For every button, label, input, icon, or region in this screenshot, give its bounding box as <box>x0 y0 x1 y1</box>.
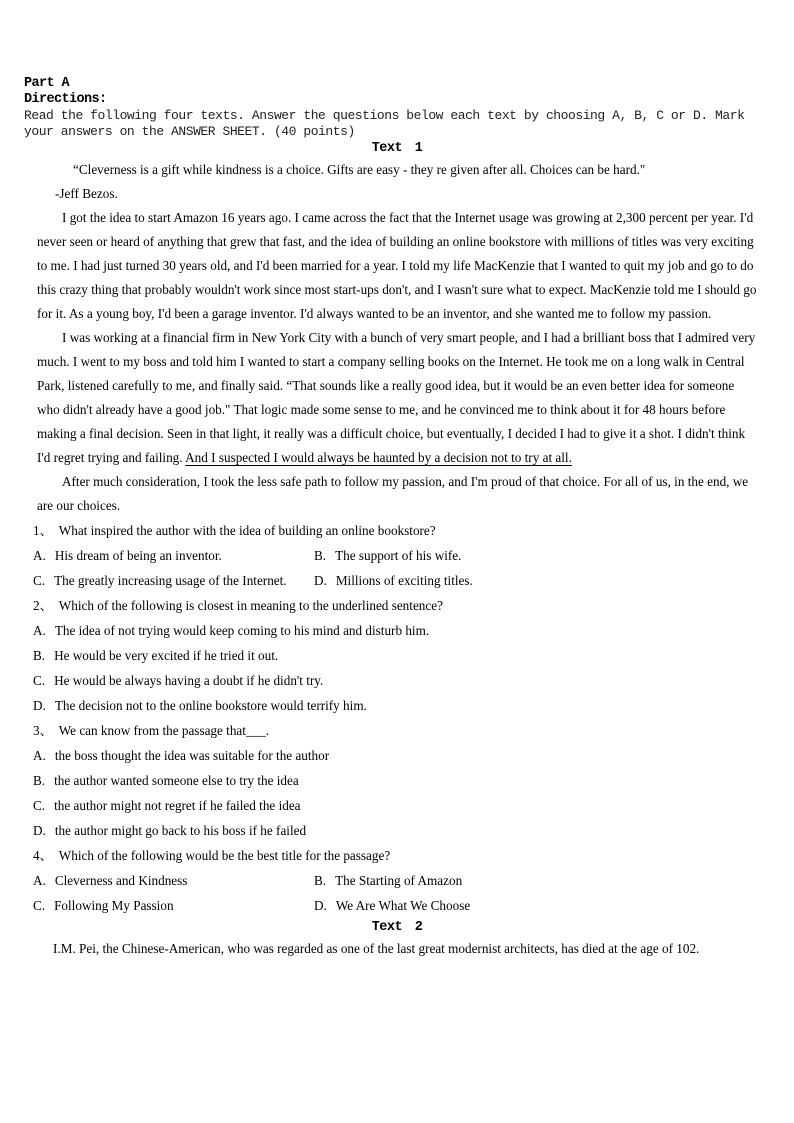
question-4-options <box>33 868 757 918</box>
option-d-text: Millions of exciting titles. <box>335 573 473 588</box>
part-label: Part A <box>24 76 70 91</box>
question-4-option-c <box>33 893 314 918</box>
question-4-number: 4、 <box>33 848 53 863</box>
directions-label: Directions: <box>24 92 107 107</box>
option-b-label: B. <box>33 773 46 788</box>
question-2-option-a <box>33 618 757 643</box>
option-a-label: A. <box>33 748 46 763</box>
option-b-label: B. <box>314 873 327 888</box>
question-1-option-b <box>314 543 757 568</box>
option-c-label: C. <box>33 898 46 913</box>
directions-line-2: your answers on the ANSWER SHEET. (40 points) <box>24 123 355 139</box>
option-c-label: C. <box>33 573 46 588</box>
quote-attribution: -Jeff Bezos. <box>55 186 118 201</box>
text1-heading: Text 1 <box>371 141 423 156</box>
question-3-option-a <box>33 743 757 768</box>
option-a-text: the boss thought the idea was suitable for the author <box>54 748 330 763</box>
option-a-label: A. <box>33 623 46 638</box>
option-d-text: the author might go back to his boss if he failed <box>54 823 307 838</box>
text2-heading: Text 2 <box>371 920 423 935</box>
question-1-option-a <box>33 543 314 568</box>
option-b-label: B. <box>314 548 327 563</box>
question-1-number: 1、 <box>33 523 53 538</box>
option-c-text: Following My Passion <box>54 898 174 913</box>
option-a-label: A. <box>33 548 46 563</box>
option-c-label: C. <box>33 798 46 813</box>
question-4-option-a <box>33 868 314 893</box>
question-4-option-b <box>314 868 757 893</box>
paragraph-2-main: I was working at a financial firm in New York City with a bunch of very smart people, and I had a brilliant boss that I admired very much. I went to my boss and told him I wanted to start a company selling books on the Internet. He took me on a long walk in Central Park, listened carefully to me, and finally said. “That sounds like a really good idea, but it would be an even better idea for someone who didn't already have a good job." That logic made some sense to me, and he convinced me to think about it for 48 hours before making a final decision. Seen in that light, it really was a difficult choice, but eventually, I decided I had to give it a shot. I didn't think I'd regret trying and failing. <box>37 330 756 465</box>
option-d-label: D. <box>33 823 46 838</box>
option-a-text: The idea of not trying would keep coming to his mind and disturb him. <box>54 623 430 638</box>
option-d-label: D. <box>314 898 327 913</box>
text1-paragraph-2 <box>37 326 757 470</box>
directions-block <box>24 76 754 139</box>
option-a-text: Cleverness and Kindness <box>54 873 188 888</box>
text1-paragraph-1: I got the idea to start Amazon 16 years ago. I came across the fact that the Internet usage was growing at 2,300 percent per year. I'd never seen or heard of anything that grew that fast, and the idea of building an online bookstore with millions of titles was very exciting to me. I had just turned 30 years old, and I'd been married for a year. I told my life MacKenzie that I wanted to quit my job and go to do this crazy thing that probably wouldn't work since most start-ups don't, and I wasn't sure what to expect. MacKenzie told me I should go for it. As a young boy, I'd been a garage inventor. I'd always wanted to be an inventor, and she wanted me to follow my passion. <box>37 210 757 321</box>
option-d-text: We Are What We Choose <box>335 898 471 913</box>
option-c-text: the author might not regret if he failed the idea <box>54 798 301 813</box>
question-2-option-b <box>33 643 757 668</box>
option-b-text: the author wanted someone else to try the idea <box>54 773 299 788</box>
option-c-text: He would be always having a doubt if he didn't try. <box>54 673 324 688</box>
option-b-text: The Starting of Amazon <box>335 873 463 888</box>
text2-paragraph-1: I.M. Pei, the Chinese-American, who was regarded as one of the last great modernist architects, has died at the age of 102. <box>53 941 700 956</box>
option-c-label: C. <box>33 673 46 688</box>
option-d-text: The decision not to the online bookstore would terrify him. <box>54 698 367 713</box>
underlined-sentence: And I suspected I would always be haunted by a decision not to try at all. <box>185 450 572 465</box>
question-1-option-c <box>33 568 314 593</box>
text1-paragraph-3: After much consideration, I took the less safe path to follow my passion, and I'm proud of that choice. For all of us, in the end, we are our choices. <box>37 474 749 513</box>
question-4 <box>33 843 757 868</box>
text1-quote: “Cleverness is a gift while kindness is a choice. Gifts are easy - they re given after all. Choices can be hard." <box>73 162 646 177</box>
question-3-text: We can know from the passage that___. <box>58 723 270 738</box>
text1-passage <box>37 158 757 518</box>
option-a-label: A. <box>33 873 46 888</box>
question-2-text: Which of the following is closest in meaning to the underlined sentence? <box>58 598 443 613</box>
option-d-label: D. <box>33 698 46 713</box>
question-4-option-d <box>314 893 757 918</box>
question-2-option-c <box>33 668 757 693</box>
question-3 <box>33 718 757 743</box>
question-2 <box>33 593 757 618</box>
option-b-text: He would be very excited if he tried it out. <box>54 648 279 663</box>
question-1-options <box>33 543 757 593</box>
option-c-text: The greatly increasing usage of the Internet. <box>54 573 287 588</box>
question-3-option-b <box>33 768 757 793</box>
question-3-option-d <box>33 818 757 843</box>
option-d-label: D. <box>314 573 327 588</box>
question-1 <box>33 518 757 543</box>
option-b-label: B. <box>33 648 46 663</box>
text2-passage <box>25 937 757 961</box>
option-b-text: The support of his wife. <box>335 548 462 563</box>
question-2-option-d <box>33 693 757 718</box>
text1-questions <box>33 518 757 918</box>
directions-line-1: Read the following four texts. Answer the questions below each text by choosing A, B, C or D. Mark <box>24 108 745 123</box>
question-2-number: 2、 <box>33 598 53 613</box>
question-3-number: 3、 <box>33 723 53 738</box>
question-1-option-d <box>314 568 757 593</box>
option-a-text: His dream of being an inventor. <box>54 548 222 563</box>
question-1-text: What inspired the author with the idea of building an online bookstore? <box>58 523 436 538</box>
question-3-option-c <box>33 793 757 818</box>
question-4-text: Which of the following would be the best title for the passage? <box>58 848 391 863</box>
